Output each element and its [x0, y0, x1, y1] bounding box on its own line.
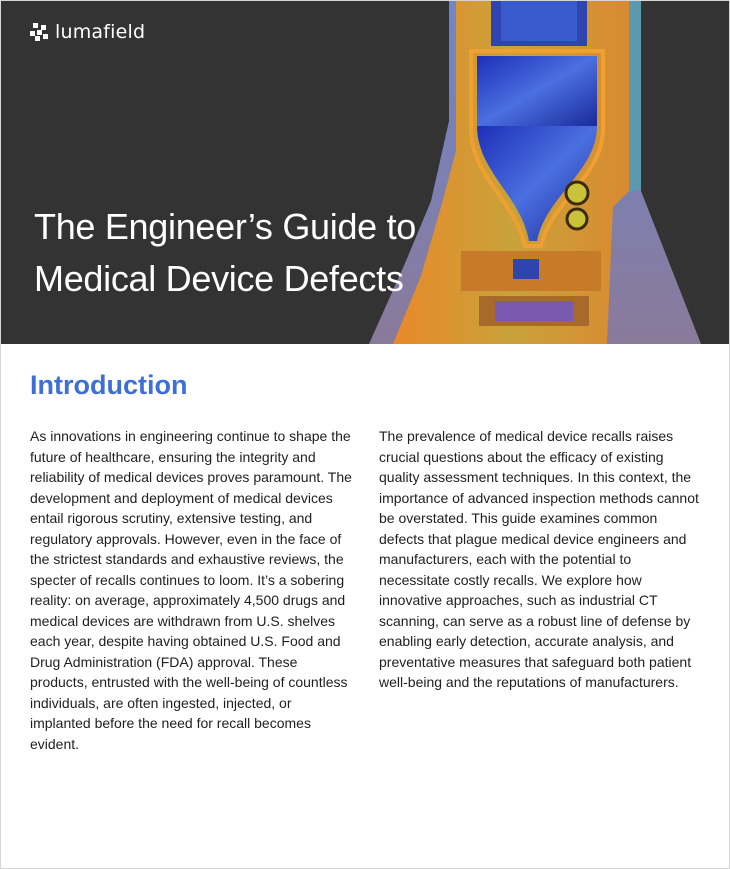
brand-logo: [29, 21, 145, 43]
body-paragraph-right: The prevalence of medical device recalls raises crucial questions about the efficacy of existing quality assessment techniques. In this context, the importance of advanced inspection methods cannot be overstated. This guide examines common defects that plague medical device engineers and manufacturers, each with the potential to necessitate costly recalls. We explore how innovative approaches, such as industrial CT scanning, can serve as a robust line of defense by enabling early detection, accurate analysis, and preventative measures that safeguard both patient well-being and the reputations of manufacturers.: [379, 428, 699, 690]
body-paragraph-left: As innovations in engineering continue to shape the future of healthcare, ensuring the integrity and reliability of medical devices proves paramount. The development and deployment of medical devices entail rigorous scrutiny, extensive testing, and regulatory approvals. However, even in the face of the strictest standards and exhaustive reviews, the specter of recalls continues to loom. It’s a sobering reality: on average, approximately 4,500 drugs and medical devices are withdrawn from U.S. shelves each year, despite having obtained U.S. Food and Drug Administration (FDA) approval. These products, entrusted with the well-being of countless individuals, are often ingested, injected, or implanted before the need for recall becomes evident.: [30, 428, 352, 752]
title-line-2: Medical Device Defects: [34, 258, 404, 299]
hero-banner: [1, 1, 729, 344]
lumafield-logo-icon: [29, 22, 49, 42]
section-heading: Introduction: [30, 370, 188, 400]
brand-name: lumafield: [55, 21, 146, 43]
title-line-1: The Engineer’s Guide to: [34, 206, 417, 247]
document-title: [34, 201, 416, 305]
